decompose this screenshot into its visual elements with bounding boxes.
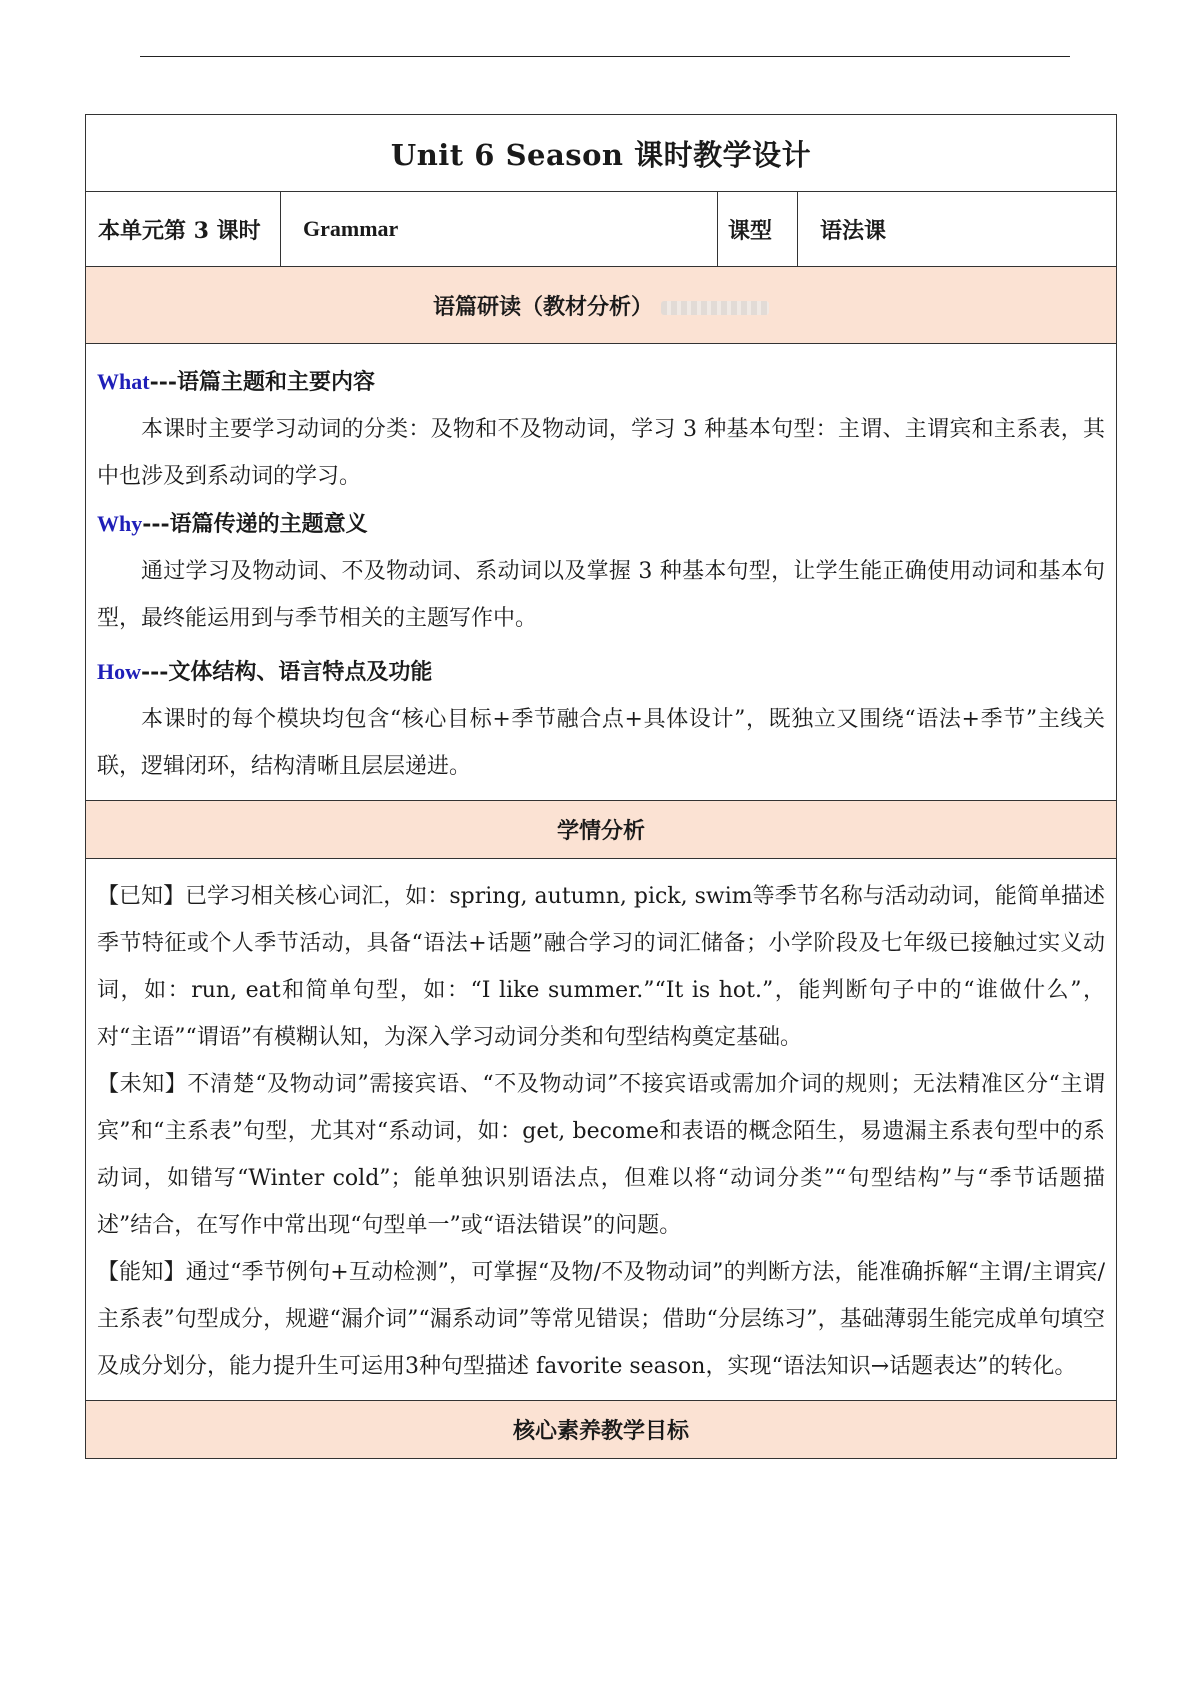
lesson-plan-table	[85, 114, 1117, 1459]
why-label-en: Why	[97, 511, 143, 536]
able-tag: 【能知】	[97, 1260, 186, 1285]
unknown-text: 不清楚“及物动词”需接宾语、“不及物动词”不接宾语或需加介词的规则；无法精准区分“主谓宾”和“主系表”句型，尤其对“系动词，如：get, become和表语的概念陌生，易遗漏主系表句型中的系动词，如错写“Winter cold”；能单独识别语法点，但难以将“动词分类”“句型结构”与“季节话题描述”结合，在写作中常出现“句型单一”或“语法错误”的问题。	[97, 1072, 1106, 1238]
watermark-stamp-icon	[661, 301, 769, 315]
lesson-number: 本单元第 3 课时	[86, 192, 281, 267]
what-label-cn: ---语篇主题和主要内容	[149, 369, 375, 395]
what-heading	[97, 358, 1105, 406]
lesson-type-value: 语法课	[798, 192, 1117, 267]
how-label-cn: ---文体结构、语言特点及功能	[141, 659, 433, 685]
how-heading	[97, 648, 1105, 696]
what-label-en: What	[97, 369, 150, 394]
how-label-en: How	[97, 659, 141, 684]
learner-analysis-body	[86, 859, 1117, 1401]
lesson-type-label: 课型	[718, 192, 798, 267]
unknown-tag: 【未知】	[97, 1072, 188, 1097]
unknown-paragraph	[97, 1061, 1105, 1249]
document-title: Unit 6 Season 课时教学设计	[86, 115, 1117, 192]
text-study-body	[86, 344, 1117, 801]
objectives-heading: 核心素养教学目标	[86, 1401, 1117, 1459]
able-paragraph	[97, 1249, 1105, 1390]
learner-analysis-heading: 学情分析	[86, 801, 1117, 859]
known-tag: 【已知】	[97, 884, 186, 909]
header-rule	[140, 56, 1070, 57]
why-heading	[97, 500, 1105, 548]
why-paragraph: 通过学习及物动词、不及物动词、系动词以及掌握 3 种基本句型，让学生能正确使用动词和基本句型，最终能运用到与季节相关的主题写作中。	[97, 559, 1106, 631]
known-paragraph	[97, 873, 1105, 1061]
why-label-cn: ---语篇传递的主题意义	[142, 511, 368, 537]
text-study-heading	[86, 267, 1117, 344]
what-paragraph: 本课时主要学习动词的分类：及物和不及物动词，学习 3 种基本句型：主谓、主谓宾和主系表，其中也涉及到系动词的学习。	[97, 417, 1106, 489]
able-text: 通过“季节例句+互动检测”，可掌握“及物/不及物动词”的判断方法，能准确拆解“主谓/主谓宾/主系表”句型成分，规避“漏介词”“漏系动词”等常见错误；借助“分层练习”，基础薄弱生能完成单句填空及成分划分，能力提升生可运用3种句型描述 favorite season，实现“语法知识→话题表达”的转化。	[97, 1260, 1106, 1379]
known-text: 已学习相关核心词汇，如：spring, autumn, pick, swim等季节名称与活动动词，能简单描述季节特征或个人季节活动，具备“语法+话题”融合学习的词汇储备；小学阶段及七年级已接触过实义动词，如：run, eat和简单句型，如：“I like summer.”“It is hot.”，能判断句子中的“谁做什么”，对“主语”“谓语”有模糊认知，为深入学习动词分类和句型结构奠定基础。	[97, 884, 1106, 1050]
text-study-heading-label: 语篇研读（教材分析）	[433, 293, 654, 320]
how-paragraph: 本课时的每个模块均包含“核心目标+季节融合点+具体设计”，既独立又围绕“语法+季节”主线关联，逻辑闭环，结构清晰且层层递进。	[97, 707, 1106, 779]
lesson-topic: Grammar	[281, 192, 718, 267]
